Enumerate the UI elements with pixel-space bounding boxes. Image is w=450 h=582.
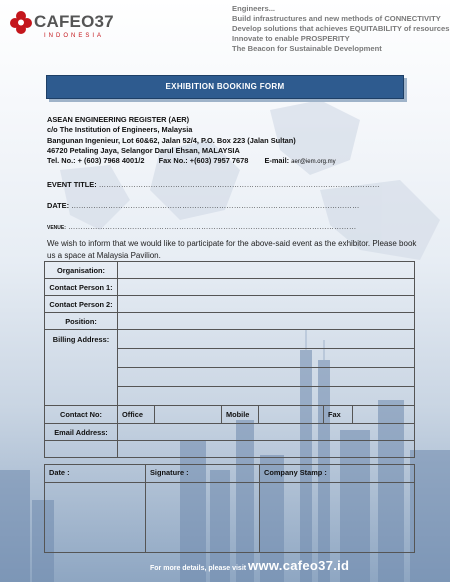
- header-tagline: [232, 4, 448, 54]
- fax-number: Fax No.: +(603) 7957 7678: [158, 156, 249, 166]
- venue-label: VENUE:: [47, 225, 66, 231]
- date-label: DATE:: [47, 201, 70, 210]
- address-line: c/o The Institution of Engineers, Malaysia: [47, 125, 193, 135]
- tagline-line: Develop solutions that achieves EQUITABILITY of resources: [232, 24, 450, 33]
- contact-no-label: Contact No:: [45, 406, 118, 424]
- mobile-input[interactable]: [259, 406, 324, 424]
- contact-line: [47, 156, 336, 167]
- sign-date-box[interactable]: [45, 483, 146, 553]
- venue-dots: ………………………………………………………………………………………………………: [67, 222, 357, 231]
- email-address-input-2[interactable]: [118, 441, 415, 458]
- position-input[interactable]: [118, 313, 415, 330]
- billing-address-line-1[interactable]: [118, 330, 415, 349]
- email-address-label: Email Address:: [45, 424, 118, 441]
- footer: [150, 558, 380, 573]
- address-line: 46720 Petaling Jaya, Selangor Darul Ehsan, MALAYSIA: [47, 145, 240, 155]
- office-label: Office: [118, 406, 155, 424]
- billing-address-line-2[interactable]: [118, 349, 415, 368]
- footer-url[interactable]: www.cafeo37.id: [248, 558, 350, 573]
- email-extra-cell: [45, 441, 118, 458]
- fax-label: Fax: [324, 406, 353, 424]
- date-field[interactable]: [47, 201, 359, 210]
- form-title-bar: [46, 75, 404, 99]
- fax-input[interactable]: [353, 406, 415, 424]
- contact-person-1-input[interactable]: [118, 279, 415, 296]
- address-block: [47, 115, 336, 167]
- logo-text: CAFEO37: [34, 12, 114, 31]
- billing-address-line-3[interactable]: [118, 368, 415, 387]
- mobile-label: Mobile: [222, 406, 259, 424]
- signature-label: Signature :: [146, 465, 260, 483]
- contact-person-1-label: Contact Person 1:: [45, 279, 118, 296]
- tagline-line: Innovate to enable PROSPERITY: [232, 34, 350, 43]
- tagline-line: Build infrastructures and new methods of CONNECTIVITY: [232, 14, 441, 23]
- tagline-line: The Beacon for Sustainable Development: [232, 44, 382, 53]
- company-stamp-label: Company Stamp :: [260, 465, 415, 483]
- flower-logo-icon: [8, 8, 34, 38]
- organisation-label: Organisation:: [45, 262, 118, 279]
- date-dots: ………………………………………………………………………………………………………: [71, 201, 360, 210]
- event-title-dots: ……………………………………………………………………………………………………: [98, 180, 380, 189]
- email-label: E-mail:: [264, 156, 290, 166]
- signature-table: [44, 464, 415, 553]
- tagline-line: Engineers...: [232, 4, 276, 13]
- billing-address-label: Billing Address:: [45, 330, 118, 406]
- email-address-input[interactable]: [118, 424, 415, 441]
- organisation-input[interactable]: [118, 262, 415, 279]
- position-label: Position:: [45, 313, 118, 330]
- sign-date-label: Date :: [45, 465, 146, 483]
- contact-person-2-input[interactable]: [118, 296, 415, 313]
- booking-table: [44, 261, 415, 458]
- office-input[interactable]: [155, 406, 222, 424]
- company-stamp-box[interactable]: [260, 483, 415, 553]
- contact-person-2-label: Contact Person 2:: [45, 296, 118, 313]
- email-address[interactable]: aer@iem.org.my: [291, 159, 336, 166]
- address-line: Bangunan Ingenieur, Lot 60&62, Jalan 52/4, P.O. Box 223 (Jalan Sultan): [47, 135, 296, 145]
- cafeo37-logo: [8, 6, 128, 46]
- signature-box[interactable]: [146, 483, 260, 553]
- intro-paragraph: We wish to inform that we would like to participate for the above-said event as the exhibitor. Please book us a space at Malaysia Pavilion.: [47, 239, 417, 260]
- footer-prefix: For more details, please visit: [150, 565, 247, 572]
- logo-subtitle: INDONESIA: [44, 33, 105, 39]
- venue-field[interactable]: [47, 222, 356, 231]
- address-line: ASEAN ENGINEERING REGISTER (AER): [47, 115, 190, 124]
- event-title-label: EVENT TITLE:: [47, 180, 97, 189]
- billing-address-line-4[interactable]: [118, 387, 415, 406]
- form-title: EXHIBITION BOOKING FORM: [165, 82, 285, 91]
- telephone: Tel. No.: + (603) 7968 4001/2: [47, 156, 145, 166]
- event-title-field[interactable]: [47, 180, 380, 189]
